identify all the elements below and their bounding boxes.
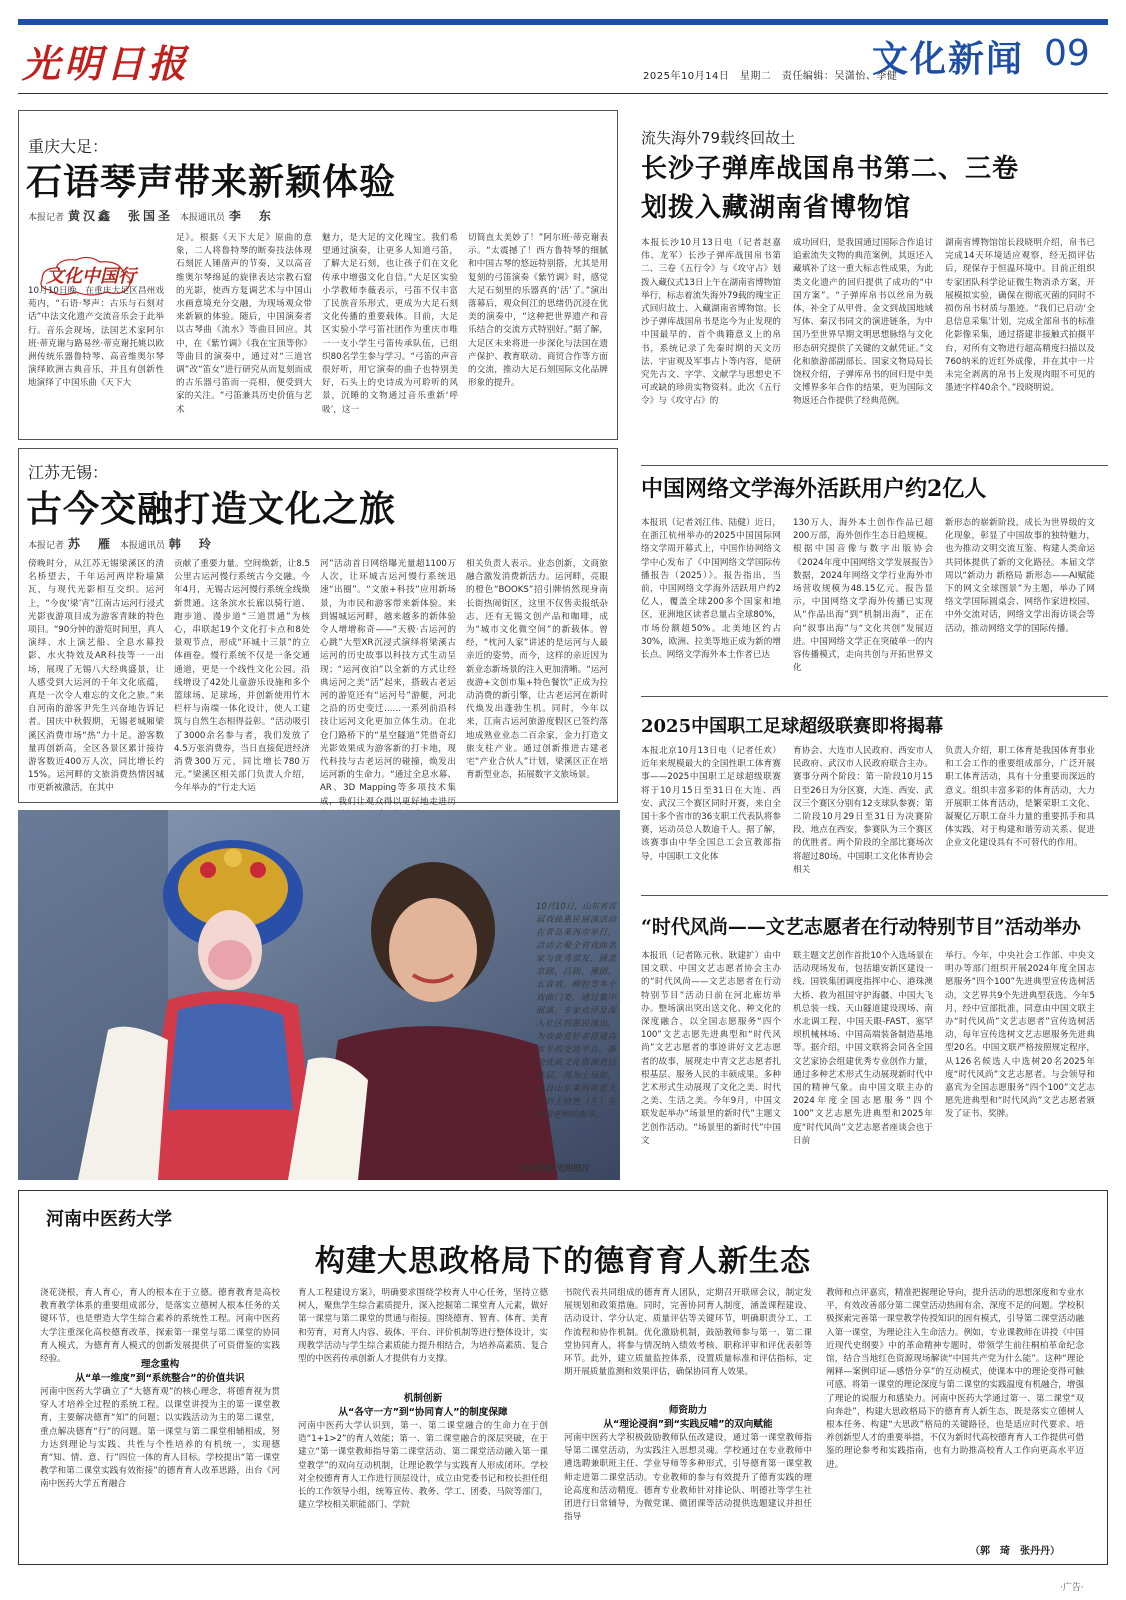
article-volunteer-col2: 联主题文艺创作首批10个入选场景在活动现场发布，包括雄安新区建设一线、国铁集团调度指挥中心、港珠澳大桥、救为祖国守护海疆、中国大飞机总装一线、天山隧道建设现场、南水北调工程、中国天眼-FAST、塞罕坝机械林场、中国高端装备制造基地等。据介绍，中国文联将会同各全国文艺家协会组建优秀专业创作力量，通过多种艺术形式生动展现新时代中国的精神气象。由中国文联主办的2024年度全国志愿服务“四个100”文艺志愿先进典型和2025年度“时代风尚”文艺志愿者座谈会也于日前 <box>793 951 933 1146</box>
article-boshu-col1: 本报长沙10月13日电（记者赵嘉伟、龙军）长沙子弹库战国帛书第二、三卷《五行令》与《攻守占》划拨入藏仪式13日上午在湖南省博物馆举行，标志着流失海外79载的瑰宝正式回归故土、入藏湖南省博物馆。长沙子弹库战国帛书是迄今为止发现的中国最早的、首个典籍意义上的帛书，系统记录了先秦时期的天文历法、宇宙观及军事占卜等内容，是研究先古文、字学、文献学与思想史不可或缺的珍贵实物资料。此次《五行令》与《攻守占》的 <box>641 238 781 407</box>
article-webnovel-col2: 130万人，海外本土创作作品已超200万部，海外创作生态日趋规模。根据中国音像与数字出版协会《2024年度中国网络文学发展报告》数据，2024年网络文学行业海外市场营收规模为48.15亿元。报告显示，中国网络文学海外传播已实现从“作品出海”到“机制出海”，正在向“叙事出海”与“文化共创”发展迈进。中国网络文学正在突破单一的内容传播模式，走向共创与开拓世界文化 <box>793 518 933 674</box>
article-henan-col2b: 河南中医药大学认识到，第一、第二课堂融合的生命力在于创造“1+1>2”的育人效能；第一、第二课堂融合的深层突破，在于建立“第一课堂教师指导第二课堂活动、第二课堂活动融入第一课堂教学”的双向互动机制，让理论教学与实践育人形成闭环。学校对全校德育育人工作进行顶层设计，成立由党委书记和校长担任组长的工作领导小组，统筹宣传、教务、学工、团委、马院等部门，建立学校相关职能部门、学院 <box>298 1421 548 1511</box>
article-dazu-col1: 10月10日晚，在重庆大足区昌州戏苑内，“石语·琴声：古乐与石刻对话”中法文化遗产交流音乐会于此举行。音乐会现场，法国艺术家阿尔班·蒂克谢与路易丝·蒂克谢托姚以欧洲传统乐器鲁特琴、高音维奥尔琴演绎欧洲古典音乐，并且有创新性地演绎了中国乐曲《天下大 <box>28 286 164 389</box>
article-dazu-title: 石语琴声带来新颖体验 <box>26 161 397 203</box>
masthead-bar <box>18 19 1108 25</box>
subhead-2b: 从“各守一方”到“协同育人”的制度保障 <box>338 1407 508 1418</box>
subhead-3a: 师资助力 <box>668 1405 708 1416</box>
article-boshu-title-2: 划拨入藏湖南省博物馆 <box>641 193 912 223</box>
masthead-rule <box>18 93 1108 94</box>
photo-credit: 张进刚摄/光明图片 <box>520 1163 591 1173</box>
page-number: 09 <box>1044 33 1090 74</box>
article-boshu-col2: 成功回归，是我国通过国际合作追讨追索流失文物的典范案例，其返还入藏填补了这一重大标志性成果，为此类文化遗产的回归提供了成功的“中国方案”。“子弹库帛书以丝帛为载体，补全了从甲骨、金文到战国地域写体、秦汉书同文的演进链条，为中国乃至世界早期文明思想脉络与文化形态研究提供了关键的文献凭证。”文化和旅游部副部长、国家文物局局长饶权介绍，子弹库帛书的回归是中美文博界多年合作的结果，更为国际文物返还合作提供了经典范例。 <box>793 238 933 407</box>
byline-correspondent: 李 东 <box>228 209 274 223</box>
article-wuxi-kicker: 江苏无锡： <box>28 463 109 482</box>
article-henan-col2a: 育人工程建设方案》，明确要求围绕学校育人中心任务，坚持立德树人，聚焦学生综合素质提升，深入挖掘第二课堂育人元素，做好第一课堂与第二课堂的贯通与衔接。围绕德育、智育、体育、美育和劳育，对育人内容、载体、平台、评价机制等进行整体设计，实现教学活动与学生综合素质能力提升相结合，为培养高素质、复合型的中医药传承创新人才提供有力支撑。 <box>298 1288 548 1365</box>
section-rule <box>641 465 1108 466</box>
byline-label: 本报记者 <box>28 213 65 223</box>
article-wuxi-title: 古今交融打造文化之旅 <box>26 488 397 530</box>
stamp-label: 文化中国行 <box>46 266 136 287</box>
article-dazu-col2: 足》。根据《天下大足》原曲的意象，二人将鲁特琴的断奏技法体现石刻匠人锤凿声的节奏，又以高音维奥尔琴绵延的旋律表达宗教石窟的光影，使西方复调艺术与中国山水画意境充分交融，为现场观众带来新颖的体验。随后，中国演奏者以古琴曲《流水》等曲目回应。其中，在《紫竹调》《我在宝顶等你》等曲目的演奏中，通过对“三道宫调”改“笛女”进行研究从而复刻而成的古乐器弓笛而一亮相，便受到大家的关注。“弓笛兼具历史价值与艺术 <box>176 233 312 415</box>
article-boshu-title-1: 长沙子弹库战国帛书第二、三卷 <box>641 154 1020 184</box>
subhead-2a: 机制创新 <box>403 1393 443 1404</box>
article-webnovel-col3: 新形态的崭新阶段，成长为世界级的文化现象，彰显了中国故事的独特魅力，也为推动文明交流互鉴、构建人类命运共同体提供了新的文化路径。本届文学周以“新动力 新格局 新形态——AI赋能下的网文全球图景”为主题，举办了网络文学国际圆桌会、网络作家进校园、中外交流对话，网络文学出海访谈会等活动，推动网络文学的国际传播。 <box>945 518 1095 634</box>
article-webnovel-col1: 本报讯（记者刘江伟、陆健）近日，在浙江杭州举办的2025中国国际网络文学周开幕式上，中国作协网络文学中心发布了《中国网络文学国际传播报告（2025）》。报告指出，当前，中国网络文学海外活跃用户约2亿人，覆盖全球200多个国家和地区，亚洲地区读者总量占全球80%，市场份额超50%。北美地区约占30%，欧洲、拉美等地正成为新的增长点。网络文学海外本土作者已达 <box>641 518 781 661</box>
byline-label: 本报通讯员 <box>179 213 225 223</box>
article-henan-signature: （郭 琦 张丹丹） <box>970 1546 1060 1557</box>
article-henan-col4: 教师和点评嘉宾，精准把握理论导向，提升活动的思想深度和专业水平，有效改善部分第二课堂活动热闹有余、深度不足的问题。学校积极探索完善第一课堂教学传授知识的固有模式，引导第二课堂活动融入第一课堂，为理论注入生命活力。例如，专业课教师在讲授《中国近现代史纲要》中的革命精神专题时，带领学生前往桐柏革命纪念馆，结合当地红色资源现场解读“中国共产党为什么能”。这种“理论阐释—案例印证—感悟分享”的互动模式，使课本中的理论变得可触可感。将第一课堂的理论深度与第二课堂的实践温度有机融合，增强了理论的说服力和感染力。河南中医药大学通过第一、第二课堂“双向奔赴”，构建大思政格局下的德育育人新生态，既是落实立德树人根本任务、构建“大思政”格局的关键路径，也是适应时代要求、培养创新型人才的重要举措，不仅为新时代高校德育育人工作提供可借鉴的理论参考和实践指南，也有力助推高校育人工作向更高水平迈进。 <box>826 1288 1084 1470</box>
article-henan-col3a: 书院代表共同组成的德育育人团队，定期召开联席会议，制定发展规划和政策措施。同时，完善协同育人制度，涵盖课程建设、活动设计、学分认定、质量评估等关键环节，明确职责分工、工作流程和协作机制。优化激励机制，鼓励教师参与第一、第二课堂协同育人，将参与情况纳入绩效考核、职称评审和评优表彰等环节。此外，建立质量监控体系，设置质量标准和评估指标，定期开展质量监测和效果评估，确保协同育人效果。 <box>564 1288 812 1378</box>
section-title: 文化新闻 <box>872 38 1025 80</box>
article-wuxi-col4: 相关负责人表示。业态创新，文商旅融合激发消费新活力。运河畔，亮眼的橙色“BOOKS”招引牌悄然现身南长街热闹街区，这里不仅售卖报纸杂志，还有无锡文创产品和咖啡，成为“城市文化微空间”的新载体。曾经，“枕河人家”讲述的是运河与人最亲近的姿势，而今，这样的亲近因为新业态新场景的注入更加清晰。“运河夜游+文创市集+特色餐饮”正成为拉动消费的新引擎，让古老运河在新时代焕发出蓬勃生机。同时，今年以来，江南古运河旅游度假区已签约落地成熟业业态二百余家，金力打造文旅支柱产业。通过创新推进古建老宅“产业合伙人”计划，梁溪区正在培育新型业态，拓展数字文旅场景。 <box>466 559 608 781</box>
article-volunteer-title: “时代风尚——文艺志愿者在行动特别节目”活动举办 <box>641 916 1081 938</box>
article-henan-kicker: 河南中医药大学 <box>46 1209 172 1230</box>
article-football-col1: 本报北京10月13日电（记者任欢）近年来规模最大的全国性职工体育赛事——2025中国职工足球超级联赛将于10月15日至31日在大连、西安、武汉三个赛区同时开赛，来自全国十多个省市的36支职工代表队将参赛，运动员总人数逾千人。据了解，该赛事由中华全国总工会宣教部指导，中国职工文化体 <box>641 746 781 862</box>
byline-reporters: 苏 雁 <box>68 537 114 551</box>
article-webnovel-title: 中国网络文学海外活跃用户约2亿人 <box>641 476 987 502</box>
subhead-3b: 从“理论浸润”到“实践反哺”的双向赋能 <box>603 1419 773 1430</box>
byline-label: 本报通讯员 <box>119 541 165 551</box>
byline-correspondent: 韩 玲 <box>168 537 214 551</box>
article-volunteer-col3: 举行。今年，中央社会工作部、中央文明办等部门组织开展2024年度全国志愿服务“四个100”先进典型宣传选树活动，文艺界共9个先进典型获选。今年5月，经中宣部批准，同意由中国文联主办“时代风尚”文艺志愿者”宣传选树活动，每年宣传选树文艺志愿服务先进典型20名。中国文联严格按照规定程序，从126名候选人中选树20名2025年度“时代风尚”文艺志愿者。与会领导和嘉宾为全国志愿服务“四个100”文艺志愿先进典型和“时代风尚”文艺志愿者颁发了证书、奖牌。 <box>945 951 1095 1120</box>
article-football-col3: 负责人介绍，职工体育是我国体育事业和工会工作的重要组成部分，广泛开展职工体育活动，具有十分重要而深远的意义。组织丰富多彩的体育活动，大力开展职工体育活动，是繁荣职工文化、凝聚亿万职工奋斗力量的重要抓手和具体实践，对于构建和谐劳动关系、促进企业文化建设具有不可替代的作用。 <box>945 746 1095 849</box>
section-rule <box>641 696 1108 697</box>
section-rule <box>641 895 1108 896</box>
article-football-title: 2025中国职工足球超级联赛即将揭幕 <box>641 716 944 737</box>
article-boshu-col3: 湖南省博物馆馆长段晓明介绍，帛书已完成14天环境适应观察，经无损评估后，现保存于恒温环境中。目前正组织专家团队科学论证微生物消杀方案，开展模拟实验，确保在彻底灭菌的同时不损伤帛书材质与墨迹。“我们已启动‘全息信息采集’计划，完成全部帛书的标准化影像采集，通过搭建非接触式拍摄平台，对所有文物进行超高精度扫描以及760纳米的近红外成像，并在其中一片未完全剥离的帛书上发现肉眼不可见的墨迹字样40余个。”段晓明说。 <box>945 238 1095 394</box>
subhead-1b: 从“单一维度”到“系统整合”的价值共识 <box>75 1373 245 1384</box>
date-line: 2025年10月14日 星期二 责任编辑：吴潇怡、李健 <box>643 71 898 82</box>
article-dazu-byline <box>28 207 278 224</box>
byline-label: 本报记者 <box>28 541 65 551</box>
advertisement-mark: ·广告· <box>1060 1583 1084 1593</box>
article-henan-col1b: 河南中医药大学确立了“大德育观”的核心理念，将德育视为贯穿人才培养全过程的系统工程。以课堂讲授为主的第一课堂教育，主要解决德育“知”的问题；以实践活动为主的第二课堂，重点解决德育“行”的问题。第一课堂与第二课堂相辅相成，努力达到理论与实践、共性与个性培养的有机统一，实现德育“知、情、意、行”四位一体的育人目标。学校提出“第一课堂教学和第二课堂实践有效衔接”的德育育人改革思路，出台《河南中医药大学五育融合 <box>40 1387 280 1490</box>
article-wuxi-col3: 河”活动首日网络曝光量超1100万人次，让环城古运河慢行系统迅速“出圈”。“文旅+科技”应用新场景，为市民和游客带来新体验。来到锡城运河畔，越来越多的新体验令人增增称奇——“天极·古运河的心跳”大型XR沉浸式演绎将梁溪古运河的历史故事以科技方式生动呈现；“运河夜泊”以全新的方式让经典运河之美“活”起来，搭载古老运河的游览还有“运河号”游艇，河北之沿的历史变迁……一系列前沿科技让运河文化更加立体生动。在北仓门路桥下的“星空隧道”凭借奇幻光影效果成为游客新的打卡地，现代科技与古老运河的碰撞，焕发出运河新的生命力。“通过全息水幕、AR、3D Mapping等多项技术集成，我们让观众得以更好地走进历 <box>320 559 456 807</box>
byline-reporters: 黄汉鑫 张国圣 <box>68 209 174 223</box>
article-dazu-col3: 魅力，是大足的文化瑰宝。我们希望通过演奏，让更多人知道弓笛，了解大足石刻，也让孩子们在文化传承中增强文化自信。”大足区实验小学教师李薇表示，弓笛不仅丰富了民族音乐形式，更成为大足石刻文化传播的重要载体。目前，大足区实验小学弓笛社团作为重庆市唯一一支小学生弓笛传承队伍，已组织80名学生参与学习。“弓笛的声音很好听，用它演奏的曲子也特别美好，石头上的史诗成为可聆听的风景，沉睡的文物通过音乐重新‘呼吸’，这一 <box>322 233 458 415</box>
article-boshu-kicker: 流失海外79载终回故土 <box>641 129 796 147</box>
article-dazu-col4: 切简直太美妙了！”阿尔班·蒂克谢表示。“太震撼了！西方鲁特琴的细腻和中国古琴的悠远特别搭，尤其是用复刻的弓笛演奏《紫竹调》时，感觉大足石刻里的乐器真的‘活’了。”演出落幕后，观众何江的思绪仍沉浸在优美的演奏中，“这种把世界遗产和音乐结合的交流方式特别好。”据了解，大足区未来将进一步深化与法国在遗产保护、教育联动、商贸合作等方面的交流，推动大足石刻国际文化品牌形象的提升。 <box>468 233 608 389</box>
subhead-1a: 理念重构 <box>140 1359 180 1370</box>
newspaper-logo: 光明日报 <box>22 41 191 86</box>
article-wuxi-byline <box>28 535 218 552</box>
article-henan-title: 构建大思政格局下的德育育人新生态 <box>315 1244 811 1279</box>
article-henan-col1a: 浇花浇根，育人育心，育人的根本在于立德。德育教育是高校教育教学体系的重要组成部分，是落实立德树人根本任务的关键环节，也是塑造大学生综合素养的系统性工程。河南中医药大学注重深化高校德育改革，探索第一课堂与第二课堂的协同育人模式，为德育育人模式的创新发展提供了可资借鉴的实践经验。 <box>40 1288 280 1365</box>
article-dazu-kicker: 重庆大足： <box>28 137 109 156</box>
photo-caption: 10月10日，山东省首届戏曲惠民展演活动在青岛莱西市举行。活动会聚全省戏曲名家与优秀票友，涵盖京剧、吕剧、豫剧、五音戏、柳腔等多个戏曲门类，通过集中展演、专家点评及深入社区的惠民演出，为戏曲爱好者搭建高水平的交流平台，推动优质文化资源直达基层。图为上场前，来自山东莱西师范大学的王晓艳（左）在接受老师的指导。 <box>536 901 616 1119</box>
article-volunteer-col1: 本报讯（记者陈元秋、耿建扩）由中国文联、中国文艺志愿者协会主办的“时代风尚——文艺志愿者在行动特别节目”活动日前在河北廊坊举办。整场演出突出送文化、种文化的深度融合，以全国志愿服务“四个100”文艺志愿先进典型和“时代风尚”文艺志愿者的事迹讲好文艺志愿者的故事，展现走中青文艺志愿者扎根基层、服务人民的丰硕成果。多种艺术形式生动展现了文化之美、时代之美、生活之美。今年9月，中国文联发起举办“场景里的新时代”主题文艺创作活动。“场景里的新时代”中国文 <box>641 951 781 1146</box>
article-henan-col3b: 河南中医药大学积极鼓励教师队伍改建设，通过第一课堂教师指导第二课堂活动，为实践注入思想灵魂。学校通过在专业教师中遴选聘兼职班主任、学业导师等多种形式，引导德育第一课堂教师走进第二课堂活动。专业教师的参与有效提升了德育实践的理论高度和活动精度。德育专业教师针对排论队、明德社等学生社团进行日常辅导，为微党课、微团课等活动提供选题建议并担任指导 <box>564 1433 812 1523</box>
article-football-col2: 育协会、大连市人民政府、西安市人民政府、武汉市人民政府联合主办。赛事分两个阶段：第一阶段10月15日至26日为分区赛，大连、西安、武汉三个赛区分别有12支球队参赛；第二阶段10月29日至31日为决赛阶段，地点在西安，参赛队为三个赛区的优胜者。两个阶段的全部比赛场次将超过80场。中国职工文化体育协会相关 <box>793 746 933 875</box>
article-wuxi-col2: 贡献了重要力量。空间焕新，让8.5公里古运河慢行系统古今交融。今年4月，无锡古运河慢行系统全线焕新贯通。这条滨水长廊以骑行道、跑步道、漫步道“三道贯通”为核心，串联起19个文化打卡点和8处景观节点，形成“环城十三景”的立体画卷。慢行系统不仅是一条交通通道，更是一个线性文化公园。沿线增设了42处儿童游乐设施和多个篮球场、足球场，并创新使用竹木栏杆与南端一体化设计，使人工建筑与自然生态相得益彰。“活动吸引了3000余名参与者，我们发放了4.5万张消费券，当日直接促进经济消费300万元，同比增长780万元。”梁溪区相关部门负责人介绍，今年举办的“行走大运 <box>174 559 310 794</box>
article-wuxi-col1: 傍晚时分，从江苏无锡梁溪区的清名桥望去，千年运河两岸粉墙黛瓦，与现代光影相互交织。运河上，“今夜‘梁’宵”江南古运河行浸式光影夜游项目成为游客青睐的特色项目。“90分钟的游览时间里，真人演绎、水上演艺船、全息水幕投影、水火特效及AR科技等一一出场，展现了无锡八大经典盛景，让人感受到大运河的千年文化底蕴，真是一次令人难忘的文化之旅。”来自河南的游客尹先生兴奋地告诉记者。国庆中秋假期，无锡老城厢梁溪区消费市场“热”力十足。游客数量再创新高，全区各景区累计接待游客数近400万人次，同比增长约15%。运河畔的文旅消费热情因城市更新被激活，在其中 <box>28 559 164 794</box>
